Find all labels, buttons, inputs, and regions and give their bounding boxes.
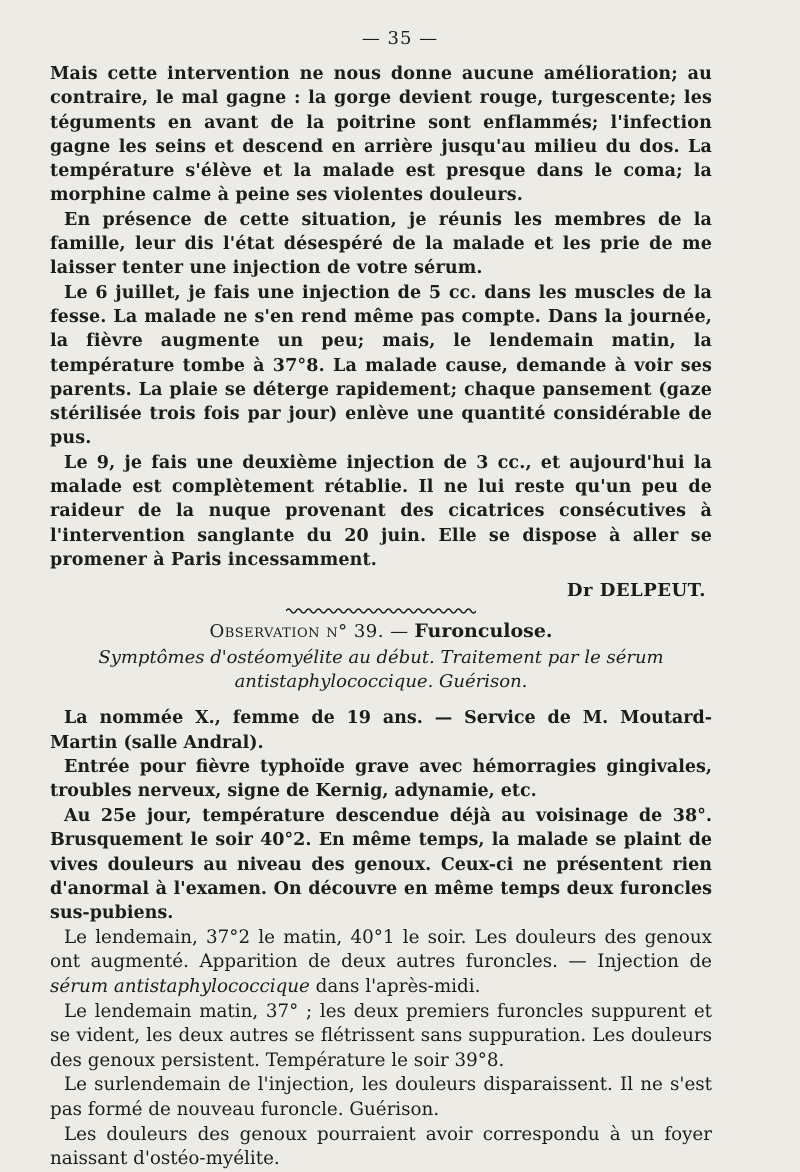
observation-paragraph-3: Au 25e jour, température descendue déjà au voisinage de 38°. Brusquement le soir 40°2. En même temps, la malade se plaint de vives douleurs au niveau des genoux. Ceux-ci ne présentent rien d'anormal à l'examen. On découvre en même temps deux furoncles sus-pubiens. (50, 805, 712, 924)
letter-paragraph-3: Le 6 juillet, je fais une injection de 5 cc. dans les muscles de la fesse. La malade ne s'en rend même pas compte. Dans la journée, la fièvre augmente un peu; mais, le lendemain matin, la température tombe à 37°8. La malade cause, demande à voir ses parents. La plaie se déterge rapidement; chaque pansement (gaze stérilisée trois fois par jour) enlève une quantité considérable de pus. (50, 282, 712, 449)
observation-paragraph-4 (50, 926, 712, 1000)
serum-name: sérum antistaphylococcique (50, 976, 310, 998)
observation-paragraph-6: Le surlendemain de l'injection, les douleurs disparaissent. Il ne s'est pas formé de nouveau furoncle. Guérison. (50, 1074, 712, 1121)
observation-label: Observation n° 39. — (209, 621, 409, 643)
letter-section (50, 62, 712, 601)
observation-paragraph-4-end: dans l'après-midi. (309, 976, 481, 998)
letter-paragraph-2: En présence de cette situation, je réunis les membres de la famille, leur dis l'état désespéré de la malade et les prie de me laisser tenter une injection de votre sérum. (50, 209, 712, 279)
letter-paragraph-1: Mais cette intervention ne nous donne aucune amélioration; au contraire, le mal gagne : la gorge devient rouge, turgescente; les téguments en avant de la poitrine sont enflammés; l'infection gagne les seins et descend en arrière jusqu'au milieu du dos. La température s'élève et la malade est presque dans le coma; la morphine calme à peine ses violentes douleurs. (50, 64, 712, 206)
wavy-separator (286, 607, 476, 615)
observation-paragraph-5: Le lendemain matin, 37° ; les deux premiers furoncles suppurent et se vident, les deux autres se flétrissent sans suppuration. Les douleurs des genoux persistent. Température le soir 39°8. (50, 1000, 712, 1071)
observation-paragraph-2: Entrée pour fièvre typhoïde grave avec hémorragies gingivales, troubles nerveux, signe de Kernig, adynamie, etc. (50, 757, 712, 802)
letter-paragraph-4: Le 9, je fais une deuxième injection de 3 cc., et aujourd'hui la malade est complètement rétablie. Il ne lui reste qu'un peu de raideur de la nuque provenant des cicatrices consécutives à l'intervention sanglante du 20 juin. Elle se dispose à aller se promener à Paris incessamment. (50, 452, 712, 570)
observation-title (50, 619, 712, 644)
observation-topic: Furonculose. (414, 620, 553, 643)
signature: Dr DELPEUT. (566, 580, 706, 602)
observation-subtitle: Symptômes d'ostéomyélite au début. Traitement par le sérum antistaphylococcique. Guérison. (98, 647, 664, 693)
observation-paragraph-1: La nommée X., femme de 19 ans. — Service de M. Moutard-Martin (salle Andral). (50, 708, 712, 753)
observation-body (50, 706, 712, 1172)
page-content (50, 62, 712, 1172)
observation-paragraph-7: Les douleurs des genoux pourraient avoir correspondu à un foyer naissant d'ostéo-myélite. (50, 1123, 712, 1170)
observation-paragraph-4-start: Le lendemain, 37°2 le matin, 40°1 le soir. Les douleurs des genoux ont augmenté. Apparition de deux autres furoncles. — Injection de (50, 926, 712, 973)
page-number: — 35 — (361, 28, 439, 49)
